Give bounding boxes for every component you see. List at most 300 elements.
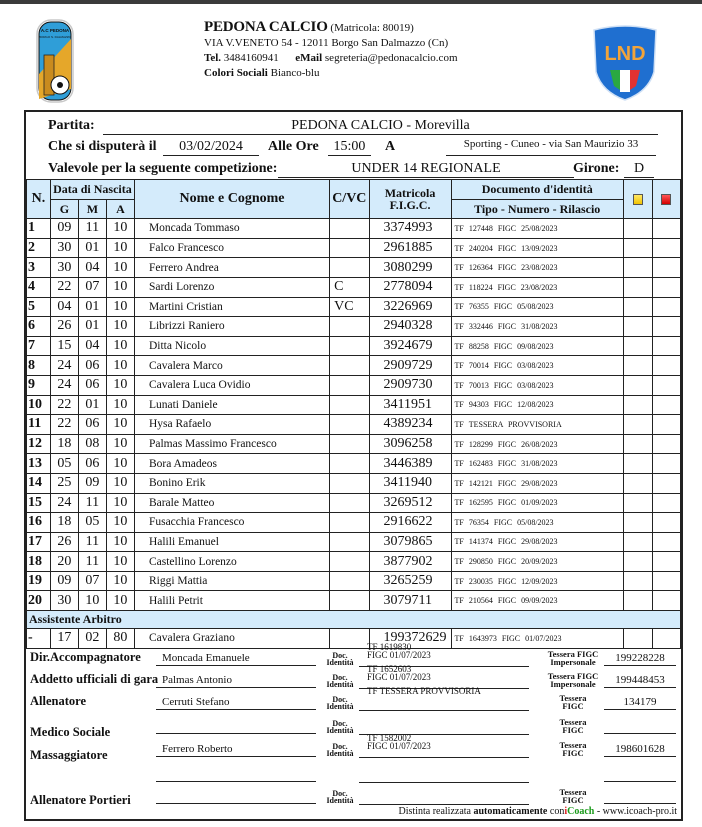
doc-identita-label bbox=[323, 696, 357, 710]
player-row bbox=[27, 375, 681, 395]
time-field[interactable]: 15:00 bbox=[328, 139, 371, 156]
player-row bbox=[27, 356, 681, 376]
captain-flag[interactable] bbox=[330, 552, 369, 572]
col-birth: Data di Nascita bbox=[50, 180, 134, 200]
staff-tessera-field[interactable] bbox=[604, 720, 676, 734]
yellow-card-cell[interactable] bbox=[623, 258, 652, 278]
birth-year[interactable]: 10 bbox=[106, 375, 134, 395]
birth-year[interactable]: 10 bbox=[106, 532, 134, 552]
identity-document[interactable]: TF 126364 FIGC 23/08/2023 bbox=[451, 258, 623, 278]
partita-field[interactable]: PEDONA CALCIO - Morevilla bbox=[103, 118, 658, 135]
staff-role: Allenatore Portieri bbox=[30, 793, 131, 807]
staff-name-field[interactable] bbox=[156, 720, 316, 734]
player-name[interactable]: Halili Petrit bbox=[134, 591, 329, 611]
club-tel: 3484160941 bbox=[223, 52, 279, 64]
player-row bbox=[27, 591, 681, 611]
tessera-label bbox=[540, 650, 606, 666]
captain-flag[interactable]: VC bbox=[330, 297, 369, 317]
player-name[interactable]: Lunati Daniele bbox=[134, 395, 329, 415]
birth-day[interactable]: 24 bbox=[50, 493, 78, 513]
row-number: 9 bbox=[27, 375, 51, 395]
birth-year[interactable]: 10 bbox=[106, 493, 134, 513]
yellow-card-cell[interactable] bbox=[623, 454, 652, 474]
birth-day[interactable]: 20 bbox=[50, 552, 78, 572]
doc-label-line1: Doc. bbox=[332, 789, 348, 798]
red-card-cell[interactable] bbox=[652, 629, 680, 649]
birth-year[interactable]: 10 bbox=[106, 473, 134, 493]
captain-flag[interactable] bbox=[330, 415, 369, 435]
red-card-cell[interactable] bbox=[652, 356, 680, 376]
captain-flag[interactable] bbox=[330, 591, 369, 611]
matricola-figc[interactable]: 2940328 bbox=[369, 317, 451, 337]
staff-doc-line2: FIGC 01/07/2023 bbox=[367, 672, 431, 682]
birth-year[interactable]: 10 bbox=[106, 219, 134, 239]
birth-month[interactable]: 01 bbox=[78, 395, 106, 415]
red-card-cell[interactable] bbox=[652, 258, 680, 278]
identity-document[interactable]: TF 88258 FIGC 09/08/2023 bbox=[451, 336, 623, 356]
red-card-cell[interactable] bbox=[652, 591, 680, 611]
captain-flag[interactable] bbox=[330, 473, 369, 493]
matricola-figc[interactable]: 2778094 bbox=[369, 277, 451, 297]
birth-year[interactable]: 10 bbox=[106, 552, 134, 572]
yellow-card-cell[interactable] bbox=[623, 395, 652, 415]
staff-tessera-field[interactable]: 199448453 bbox=[604, 674, 676, 688]
identity-document[interactable]: TF 128299 FIGC 26/08/2023 bbox=[451, 434, 623, 454]
red-card-cell[interactable] bbox=[652, 336, 680, 356]
player-name[interactable]: Riggi Mattia bbox=[134, 571, 329, 591]
colors-label: Colori Sociali bbox=[204, 67, 268, 79]
staff-doc-field[interactable] bbox=[359, 711, 529, 735]
captain-flag[interactable] bbox=[330, 258, 369, 278]
yellow-card-cell[interactable] bbox=[623, 238, 652, 258]
birth-day[interactable]: 26 bbox=[50, 317, 78, 337]
birth-month[interactable]: 10 bbox=[78, 591, 106, 611]
identity-document[interactable]: TF TESSERA PROVVISORIA bbox=[451, 415, 623, 435]
staff-tessera-field[interactable]: 198601628 bbox=[604, 743, 676, 757]
staff-name-field[interactable]: Moncada Emanuele bbox=[156, 652, 316, 666]
captain-flag[interactable] bbox=[330, 317, 369, 337]
tessera-label bbox=[540, 694, 606, 710]
birth-month[interactable]: 06 bbox=[78, 375, 106, 395]
yellow-card-cell[interactable] bbox=[623, 356, 652, 376]
identity-document[interactable]: TF 118224 FIGC 23/08/2023 bbox=[451, 277, 623, 297]
yellow-card-cell[interactable] bbox=[623, 591, 652, 611]
yellow-card-cell[interactable] bbox=[623, 513, 652, 533]
tessera-label bbox=[540, 741, 606, 757]
col-n: N. bbox=[27, 180, 51, 219]
birth-day[interactable]: 22 bbox=[50, 277, 78, 297]
club-name: PEDONA CALCIO bbox=[204, 19, 328, 35]
birth-month[interactable]: 11 bbox=[78, 532, 106, 552]
red-card-cell[interactable] bbox=[652, 493, 680, 513]
player-name[interactable]: Martini Cristian bbox=[134, 297, 329, 317]
birth-year[interactable]: 10 bbox=[106, 415, 134, 435]
row-number: 7 bbox=[27, 336, 51, 356]
birth-day[interactable]: 09 bbox=[50, 571, 78, 591]
birth-day[interactable]: 18 bbox=[50, 434, 78, 454]
matricola-figc[interactable]: 3226969 bbox=[369, 297, 451, 317]
staff-name-field[interactable] bbox=[156, 768, 316, 782]
identity-document[interactable]: TF 94303 FIGC 12/08/2023 bbox=[451, 395, 623, 415]
captain-flag[interactable] bbox=[330, 532, 369, 552]
place-field[interactable]: Sporting - Cuneo - via San Maurizio 33 bbox=[446, 138, 656, 156]
staff-tessera-field[interactable]: 199228228 bbox=[604, 652, 676, 666]
doc-identita-label bbox=[323, 674, 357, 688]
footer-bold: automaticamente bbox=[473, 806, 548, 817]
player-row bbox=[27, 258, 681, 278]
birth-year[interactable]: 10 bbox=[106, 356, 134, 376]
matricola-figc[interactable]: 3411940 bbox=[369, 473, 451, 493]
row-number: 18 bbox=[27, 552, 51, 572]
staff-tessera-field[interactable]: 134179 bbox=[604, 696, 676, 710]
red-card-cell[interactable] bbox=[652, 571, 680, 591]
red-card-cell[interactable] bbox=[652, 395, 680, 415]
matricola-figc[interactable]: 3374993 bbox=[369, 219, 451, 239]
red-card-cell[interactable] bbox=[652, 375, 680, 395]
captain-flag[interactable] bbox=[330, 493, 369, 513]
col-red-card bbox=[652, 180, 680, 219]
player-name[interactable]: Falco Francesco bbox=[134, 238, 329, 258]
birth-month[interactable]: 06 bbox=[78, 415, 106, 435]
staff-doc-field[interactable] bbox=[359, 687, 529, 711]
svg-text:BORGO S. DALMAZZO: BORGO S. DALMAZZO bbox=[38, 35, 72, 39]
red-card-cell[interactable] bbox=[652, 277, 680, 297]
birth-day[interactable]: 05 bbox=[50, 454, 78, 474]
red-card-cell[interactable] bbox=[652, 219, 680, 239]
birth-year[interactable]: 10 bbox=[106, 434, 134, 454]
footer-brand-rest: Coach bbox=[567, 806, 595, 817]
captain-flag[interactable] bbox=[330, 356, 369, 376]
player-name[interactable]: Librizzi Raniero bbox=[134, 317, 329, 337]
player-row bbox=[27, 317, 681, 337]
row-number: 6 bbox=[27, 317, 51, 337]
doc-label-line1: Doc. bbox=[332, 742, 348, 751]
birth-day[interactable]: 18 bbox=[50, 513, 78, 533]
identity-document[interactable]: TF 127448 FIGC 25/08/2023 bbox=[451, 219, 623, 239]
birth-year[interactable]: 10 bbox=[106, 454, 134, 474]
matricola-figc[interactable]: 3877902 bbox=[369, 552, 451, 572]
captain-flag[interactable]: C bbox=[330, 277, 369, 297]
matricola-figc[interactable]: 3446389 bbox=[369, 454, 451, 474]
red-card-cell[interactable] bbox=[652, 513, 680, 533]
player-row bbox=[27, 454, 681, 474]
birth-day[interactable]: 15 bbox=[50, 336, 78, 356]
tessera-label-line2: FIGC bbox=[562, 795, 584, 805]
captain-flag[interactable] bbox=[330, 513, 369, 533]
staff-name-field[interactable] bbox=[156, 790, 316, 804]
matricola-figc[interactable]: 2961885 bbox=[369, 238, 451, 258]
birth-year[interactable]: 10 bbox=[106, 297, 134, 317]
players-table bbox=[26, 179, 681, 652]
identity-document[interactable]: TF 290850 FIGC 20/09/2023 bbox=[451, 552, 623, 572]
doc-label-line1: Doc. bbox=[332, 651, 348, 660]
col-cvc: C/VC bbox=[330, 180, 369, 219]
captain-flag[interactable] bbox=[330, 375, 369, 395]
row-number: 19 bbox=[27, 571, 51, 591]
matricola-figc[interactable]: 3079711 bbox=[369, 591, 451, 611]
lnd-logo bbox=[590, 22, 660, 102]
identity-document[interactable]: TF 142121 FIGC 29/08/2023 bbox=[451, 473, 623, 493]
yellow-card-cell[interactable] bbox=[623, 277, 652, 297]
staff-tessera-field[interactable] bbox=[604, 768, 676, 782]
identity-document[interactable]: TF 162483 FIGC 31/08/2023 bbox=[451, 454, 623, 474]
player-name[interactable]: Moncada Tommaso bbox=[134, 219, 329, 239]
yellow-card-cell[interactable] bbox=[623, 317, 652, 337]
tessera-label-line1: Tessera FIGC bbox=[547, 649, 599, 659]
tessera-label-line1: Tessera bbox=[559, 693, 587, 703]
identity-document[interactable]: TF 76355 FIGC 05/08/2023 bbox=[451, 297, 623, 317]
matricola-figc[interactable]: 199372629 bbox=[369, 629, 451, 649]
matricola-figc[interactable]: 3265259 bbox=[369, 571, 451, 591]
birth-day[interactable]: 30 bbox=[50, 238, 78, 258]
yellow-card-cell[interactable] bbox=[623, 493, 652, 513]
yellow-card-cell[interactable] bbox=[623, 375, 652, 395]
player-row bbox=[27, 336, 681, 356]
assistant-row bbox=[27, 629, 681, 649]
birth-month[interactable]: 02 bbox=[78, 629, 106, 649]
red-card-cell[interactable] bbox=[652, 552, 680, 572]
yellow-card-cell[interactable] bbox=[623, 532, 652, 552]
doc-label-line2: Identità bbox=[326, 702, 354, 711]
svg-text:LND: LND bbox=[604, 43, 646, 65]
staff-doc-line1: TF 1652603 bbox=[367, 664, 412, 674]
birth-month[interactable]: 11 bbox=[78, 219, 106, 239]
player-name[interactable]: Ferrero Andrea bbox=[134, 258, 329, 278]
staff-tessera-field[interactable] bbox=[604, 790, 676, 804]
date-field[interactable]: 03/02/2024 bbox=[163, 139, 259, 156]
yellow-card-cell[interactable] bbox=[623, 415, 652, 435]
red-card-cell[interactable] bbox=[652, 238, 680, 258]
staff-doc-field[interactable] bbox=[359, 759, 529, 783]
red-card-cell[interactable] bbox=[652, 317, 680, 337]
player-row bbox=[27, 552, 681, 572]
birth-day[interactable]: 26 bbox=[50, 532, 78, 552]
email-label: eMail bbox=[295, 52, 323, 64]
staff-role: Massaggiatore bbox=[30, 748, 108, 762]
birth-day[interactable]: 09 bbox=[50, 219, 78, 239]
col-m: M bbox=[78, 199, 106, 219]
tessera-label-line2: Impersonale bbox=[550, 679, 596, 689]
birth-day[interactable]: 04 bbox=[50, 297, 78, 317]
birth-month[interactable]: 06 bbox=[78, 454, 106, 474]
birth-day[interactable]: 17 bbox=[50, 629, 78, 649]
matricola-figc[interactable]: 2909729 bbox=[369, 356, 451, 376]
identity-document[interactable]: TF 70013 FIGC 03/08/2023 bbox=[451, 375, 623, 395]
player-row bbox=[27, 415, 681, 435]
birth-day[interactable]: 25 bbox=[50, 473, 78, 493]
footer-brand-i: i bbox=[564, 806, 568, 817]
doc-label-line2: Identità bbox=[326, 796, 354, 805]
matricola-figc[interactable]: 2916622 bbox=[369, 513, 451, 533]
matricola-figc[interactable]: 3411951 bbox=[369, 395, 451, 415]
birth-month[interactable]: 04 bbox=[78, 258, 106, 278]
red-card-cell[interactable] bbox=[652, 297, 680, 317]
birth-day[interactable]: 22 bbox=[50, 415, 78, 435]
player-row bbox=[27, 434, 681, 454]
col-a: A bbox=[106, 199, 134, 219]
doc-identita-label bbox=[323, 790, 357, 804]
doc-identita-label bbox=[323, 743, 357, 757]
matricola-figc[interactable]: 3924679 bbox=[369, 336, 451, 356]
red-card-cell[interactable] bbox=[652, 532, 680, 552]
player-name[interactable]: Bora Amadeos bbox=[134, 454, 329, 474]
birth-year[interactable]: 10 bbox=[106, 336, 134, 356]
competition-field[interactable]: UNDER 14 REGIONALE bbox=[278, 161, 574, 178]
row-number: 3 bbox=[27, 258, 51, 278]
birth-month[interactable]: 07 bbox=[78, 277, 106, 297]
player-name[interactable]: Hysa Rafaelo bbox=[134, 415, 329, 435]
birth-day[interactable]: 30 bbox=[50, 591, 78, 611]
staff-doc-field[interactable] bbox=[359, 734, 529, 758]
girone-field[interactable]: D bbox=[624, 161, 654, 178]
matricola-figc[interactable]: 3269512 bbox=[369, 493, 451, 513]
captain-flag[interactable] bbox=[330, 454, 369, 474]
birth-month[interactable]: 11 bbox=[78, 552, 106, 572]
player-name[interactable]: Barale Matteo bbox=[134, 493, 329, 513]
staff-doc-line1: TF 1582002 bbox=[367, 733, 412, 743]
row-number: - bbox=[27, 629, 51, 649]
birth-day[interactable]: 22 bbox=[50, 395, 78, 415]
tessera-label bbox=[540, 672, 606, 688]
player-row bbox=[27, 493, 681, 513]
row-number: 14 bbox=[27, 473, 51, 493]
captain-flag[interactable] bbox=[330, 434, 369, 454]
identity-document[interactable]: TF 1643973 FIGC 01/07/2023 bbox=[451, 629, 623, 649]
row-number: 2 bbox=[27, 238, 51, 258]
red-card-cell[interactable] bbox=[652, 434, 680, 454]
row-number: 20 bbox=[27, 591, 51, 611]
player-name[interactable]: Cavalera Graziano bbox=[134, 629, 329, 649]
tel-label: Tel. bbox=[204, 52, 222, 64]
identity-document[interactable]: TF 162595 FIGC 01/09/2023 bbox=[451, 493, 623, 513]
tessera-label-line1: Tessera FIGC bbox=[547, 671, 599, 681]
captain-flag[interactable] bbox=[330, 238, 369, 258]
yellow-card-cell[interactable] bbox=[623, 434, 652, 454]
red-card-cell[interactable] bbox=[652, 473, 680, 493]
birth-month[interactable]: 06 bbox=[78, 356, 106, 376]
player-name[interactable]: Sardi Lorenzo bbox=[134, 277, 329, 297]
club-email[interactable]: segreteria@pedonacalcio.com bbox=[324, 52, 458, 64]
player-name[interactable]: Cavalera Marco bbox=[134, 356, 329, 376]
identity-document[interactable]: TF 332446 FIGC 31/08/2023 bbox=[451, 317, 623, 337]
matricola-figc[interactable]: 3096258 bbox=[369, 434, 451, 454]
yellow-card-cell[interactable] bbox=[623, 473, 652, 493]
yellow-card-cell[interactable] bbox=[623, 552, 652, 572]
matricola-figc[interactable]: 3080299 bbox=[369, 258, 451, 278]
identity-document[interactable]: TF 240204 FIGC 13/09/2023 bbox=[451, 238, 623, 258]
matricola-figc[interactable]: 2909730 bbox=[369, 375, 451, 395]
captain-flag[interactable] bbox=[330, 571, 369, 591]
yellow-card-cell[interactable] bbox=[623, 336, 652, 356]
red-card-cell[interactable] bbox=[652, 415, 680, 435]
tessera-label-line1: Tessera bbox=[559, 787, 587, 797]
birth-year[interactable]: 10 bbox=[106, 258, 134, 278]
club-colors: Bianco-blu bbox=[270, 67, 320, 79]
birth-year[interactable]: 10 bbox=[106, 571, 134, 591]
birth-year[interactable]: 10 bbox=[106, 513, 134, 533]
identity-document[interactable]: TF 230035 FIGC 12/09/2023 bbox=[451, 571, 623, 591]
captain-flag[interactable] bbox=[330, 219, 369, 239]
club-logo bbox=[36, 19, 74, 103]
footer-url[interactable]: - www.icoach-pro.it bbox=[596, 806, 677, 817]
player-name[interactable]: Bonino Erik bbox=[134, 473, 329, 493]
player-name[interactable]: Ditta Nicolo bbox=[134, 336, 329, 356]
player-name[interactable]: Fusacchia Francesco bbox=[134, 513, 329, 533]
captain-flag[interactable] bbox=[330, 336, 369, 356]
birth-year[interactable]: 10 bbox=[106, 277, 134, 297]
birth-month[interactable]: 01 bbox=[78, 297, 106, 317]
birth-year[interactable]: 10 bbox=[106, 317, 134, 337]
matricola-figc[interactable]: 4389234 bbox=[369, 415, 451, 435]
identity-document[interactable]: TF 210564 FIGC 09/09/2023 bbox=[451, 591, 623, 611]
distinta-form bbox=[24, 110, 683, 821]
staff-name-field[interactable]: Palmas Antonio bbox=[156, 674, 316, 688]
yellow-card-cell[interactable] bbox=[623, 571, 652, 591]
birth-month[interactable]: 01 bbox=[78, 238, 106, 258]
doc-label-line1: Doc. bbox=[332, 673, 348, 682]
birth-day[interactable]: 24 bbox=[50, 375, 78, 395]
birth-month[interactable]: 04 bbox=[78, 336, 106, 356]
row-number: 13 bbox=[27, 454, 51, 474]
birth-year[interactable]: 10 bbox=[106, 395, 134, 415]
row-number: 15 bbox=[27, 493, 51, 513]
red-card-cell[interactable] bbox=[652, 454, 680, 474]
player-row bbox=[27, 219, 681, 239]
matricola-figc[interactable]: 3079865 bbox=[369, 532, 451, 552]
staff-name-field[interactable]: Ferrero Roberto bbox=[156, 743, 316, 757]
yellow-card-cell[interactable] bbox=[623, 219, 652, 239]
player-name[interactable]: Palmas Massimo Francesco bbox=[134, 434, 329, 454]
col-yellow-card bbox=[623, 180, 652, 219]
identity-document[interactable]: TF 141374 FIGC 29/08/2023 bbox=[451, 532, 623, 552]
col-matricola bbox=[369, 180, 451, 219]
captain-flag[interactable] bbox=[330, 395, 369, 415]
col-matricola-line1: Matricola bbox=[384, 186, 436, 201]
birth-year[interactable]: 80 bbox=[106, 629, 134, 649]
birth-day[interactable]: 24 bbox=[50, 356, 78, 376]
date-label: Che si disputerà il bbox=[48, 139, 157, 154]
player-name[interactable]: Castellino Lorenzo bbox=[134, 552, 329, 572]
yellow-card-cell[interactable] bbox=[623, 629, 652, 649]
staff-role: Addetto ufficiali di gara bbox=[30, 672, 159, 686]
staff-doc-line2: FIGC 01/07/2023 bbox=[367, 650, 431, 660]
col-matricola-line2: F.I.G.C. bbox=[389, 198, 431, 213]
identity-document[interactable]: TF 70014 FIGC 03/08/2023 bbox=[451, 356, 623, 376]
yellow-card-cell[interactable] bbox=[623, 297, 652, 317]
birth-month[interactable]: 09 bbox=[78, 473, 106, 493]
player-row bbox=[27, 532, 681, 552]
staff-doc-field[interactable] bbox=[359, 781, 529, 805]
doc-label-line2: Identità bbox=[326, 726, 354, 735]
staff-role: Dir.Accompagnatore bbox=[30, 650, 141, 664]
birth-month[interactable]: 07 bbox=[78, 571, 106, 591]
birth-month[interactable]: 11 bbox=[78, 493, 106, 513]
player-row bbox=[27, 395, 681, 415]
birth-day[interactable]: 30 bbox=[50, 258, 78, 278]
player-name[interactable]: Cavalera Luca Ovidio bbox=[134, 375, 329, 395]
staff-name-field[interactable]: Cerruti Stefano bbox=[156, 696, 316, 710]
birth-month[interactable]: 05 bbox=[78, 513, 106, 533]
birth-year[interactable]: 10 bbox=[106, 238, 134, 258]
tessera-label-line2: FIGC bbox=[562, 725, 584, 735]
identity-document[interactable]: TF 76354 FIGC 05/08/2023 bbox=[451, 513, 623, 533]
birth-year[interactable]: 10 bbox=[106, 591, 134, 611]
tessera-label-line1: Tessera bbox=[559, 717, 587, 727]
birth-month[interactable]: 08 bbox=[78, 434, 106, 454]
player-name[interactable]: Halili Emanuel bbox=[134, 532, 329, 552]
doc-identita-label bbox=[323, 652, 357, 666]
birth-month[interactable]: 01 bbox=[78, 317, 106, 337]
